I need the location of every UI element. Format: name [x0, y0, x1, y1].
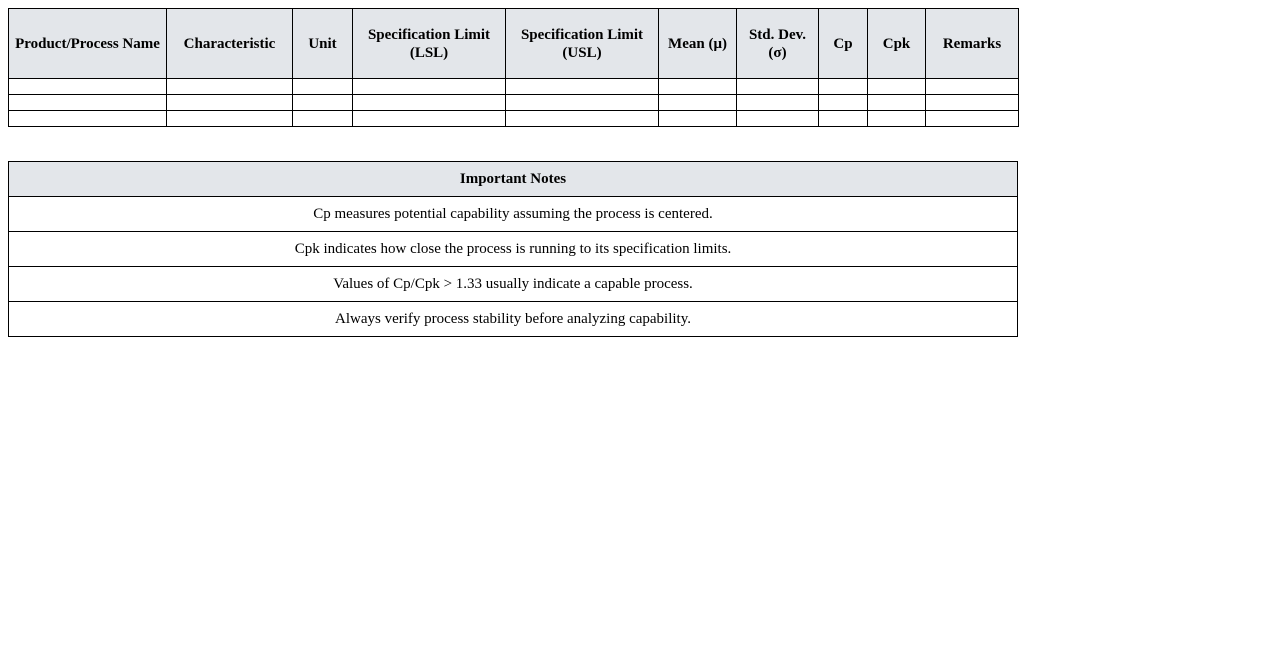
- table-cell[interactable]: [353, 79, 506, 95]
- table-cell[interactable]: [868, 79, 926, 95]
- table-header-row: [9, 9, 1019, 79]
- column-header-std-dev: Std. Dev. (σ): [737, 9, 819, 79]
- table-row: [9, 79, 1019, 95]
- table-cell[interactable]: [167, 111, 293, 127]
- table-cell[interactable]: [868, 111, 926, 127]
- table-cell[interactable]: [819, 111, 868, 127]
- table-cell[interactable]: [293, 111, 353, 127]
- table-cell[interactable]: [659, 111, 737, 127]
- table-row: [9, 111, 1019, 127]
- table-cell[interactable]: [506, 111, 659, 127]
- column-header-lsl: Specification Limit (LSL): [353, 9, 506, 79]
- note-row: [9, 232, 1018, 267]
- notes-header-row: [9, 162, 1018, 197]
- table-cell[interactable]: [737, 95, 819, 111]
- table-cell[interactable]: [819, 95, 868, 111]
- table-cell[interactable]: [9, 95, 167, 111]
- column-header-remarks: Remarks: [926, 9, 1019, 79]
- note-item: Always verify process stability before analyzing capability.: [9, 302, 1018, 337]
- note-item: Values of Cp/Cpk > 1.33 usually indicate a capable process.: [9, 267, 1018, 302]
- table-cell[interactable]: [926, 95, 1019, 111]
- column-header-cp: Cp: [819, 9, 868, 79]
- column-header-unit: Unit: [293, 9, 353, 79]
- capability-table: [8, 8, 1019, 127]
- note-row: [9, 197, 1018, 232]
- column-header-characteristic: Characteristic: [167, 9, 293, 79]
- note-row: [9, 302, 1018, 337]
- table-cell[interactable]: [353, 95, 506, 111]
- table-cell[interactable]: [737, 79, 819, 95]
- column-header-cpk: Cpk: [868, 9, 926, 79]
- note-item: Cp measures potential capability assuming the process is centered.: [9, 197, 1018, 232]
- column-header-usl: Specification Limit (USL): [506, 9, 659, 79]
- table-cell[interactable]: [167, 95, 293, 111]
- table-cell[interactable]: [9, 79, 167, 95]
- table-cell[interactable]: [506, 79, 659, 95]
- table-cell[interactable]: [659, 79, 737, 95]
- table-cell[interactable]: [353, 111, 506, 127]
- table-cell[interactable]: [167, 79, 293, 95]
- table-cell[interactable]: [293, 79, 353, 95]
- note-item: Cpk indicates how close the process is running to its specification limits.: [9, 232, 1018, 267]
- column-header-mean: Mean (μ): [659, 9, 737, 79]
- note-row: [9, 267, 1018, 302]
- table-cell[interactable]: [293, 95, 353, 111]
- table-cell[interactable]: [9, 111, 167, 127]
- table-cell[interactable]: [926, 111, 1019, 127]
- table-cell[interactable]: [506, 95, 659, 111]
- column-header-product-process-name: Product/Process Name: [9, 9, 167, 79]
- notes-table: [8, 161, 1018, 337]
- table-row: [9, 95, 1019, 111]
- table-cell[interactable]: [926, 79, 1019, 95]
- table-cell[interactable]: [659, 95, 737, 111]
- table-cell[interactable]: [737, 111, 819, 127]
- table-cell[interactable]: [819, 79, 868, 95]
- notes-title: Important Notes: [9, 162, 1018, 197]
- table-cell[interactable]: [868, 95, 926, 111]
